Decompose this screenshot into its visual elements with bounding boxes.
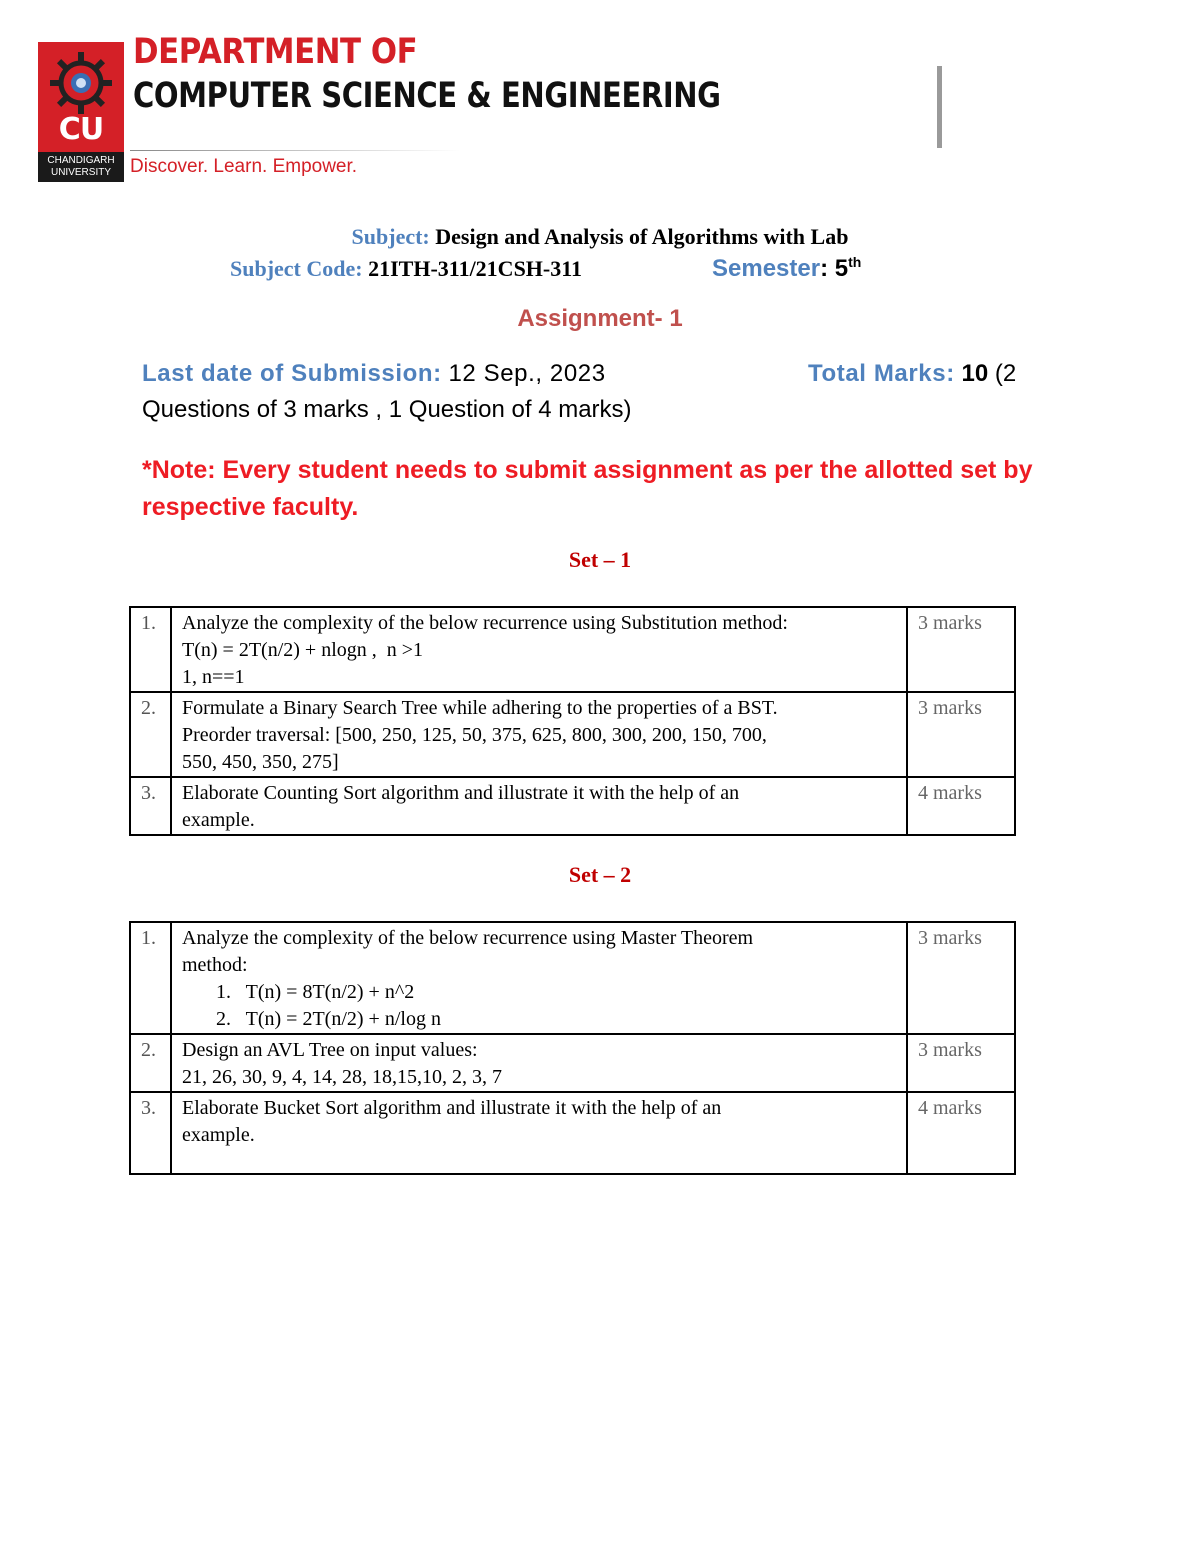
subject-code-value: 21ITH-311/21CSH-311 xyxy=(368,256,583,281)
question-number: 2. xyxy=(130,1034,171,1092)
table-row xyxy=(130,922,1015,1034)
header-vertical-bar xyxy=(937,66,942,148)
question-line: T(n) = 2T(n/2) + nlogn , n >1 xyxy=(182,639,424,661)
question-marks: 3 marks xyxy=(907,692,1015,777)
question-marks: 4 marks xyxy=(907,777,1015,835)
logo-univ-line2: UNIVERSITY xyxy=(50,167,111,178)
question-number: 1. xyxy=(130,922,171,1034)
submission-date: 12 Sep., 2023 xyxy=(448,360,606,387)
question-marks: 3 marks xyxy=(907,607,1015,692)
logo-cu-text: CU xyxy=(58,112,104,147)
question-line: example. xyxy=(182,1124,255,1146)
set-2-table xyxy=(129,921,1016,1175)
question-number: 3. xyxy=(130,1092,171,1174)
question-text xyxy=(171,922,907,1034)
assignment-title: Assignment- 1 xyxy=(517,305,683,332)
set-1-title: Set – 1 xyxy=(568,547,632,572)
marks-detail: Questions of 3 marks , 1 Question of 4 marks) xyxy=(142,396,632,423)
submission-info xyxy=(142,360,1062,424)
question-number: 1. xyxy=(130,607,171,692)
set-1-table xyxy=(129,606,1016,836)
table-row xyxy=(130,777,1015,835)
question-line: Elaborate Bucket Sort algorithm and illustrate it with the help of an xyxy=(182,1097,722,1119)
question-subline: 1. T(n) = 8T(n/2) + n^2 xyxy=(216,981,415,1003)
tagline: Discover. Learn. Empower. xyxy=(130,156,358,177)
question-marks: 3 marks xyxy=(907,922,1015,1034)
question-line: method: xyxy=(182,954,248,976)
semester-value: 5 xyxy=(834,255,849,282)
question-line: Analyze the complexity of the below recurrence using Master Theorem xyxy=(182,927,754,949)
table-row xyxy=(130,1092,1015,1174)
university-logo xyxy=(38,42,124,182)
question-text xyxy=(171,1034,907,1092)
gear-emblem-icon xyxy=(46,48,116,118)
question-line: Analyze the complexity of the below recurrence using Substitution method: xyxy=(182,612,788,634)
total-marks xyxy=(808,360,1016,388)
tagline-divider xyxy=(130,150,460,151)
question-text xyxy=(171,607,907,692)
total-marks-label: Total Marks: xyxy=(808,360,955,387)
table-row xyxy=(130,1034,1015,1092)
department-title-line1: DEPARTMENT OF xyxy=(133,32,418,72)
submission-label: Last date of Submission: xyxy=(142,360,442,387)
logo-university-text xyxy=(38,152,124,182)
total-marks-value: 10 xyxy=(961,360,989,387)
question-subline: 2. T(n) = 2T(n/2) + n/log n xyxy=(216,1008,441,1030)
table-row xyxy=(130,692,1015,777)
question-line: Design an AVL Tree on input values: xyxy=(182,1039,478,1061)
question-text xyxy=(171,1092,907,1174)
department-title-line2: COMPUTER SCIENCE & ENGINEERING xyxy=(133,76,721,116)
subject-code-label: Subject Code: xyxy=(230,256,363,281)
semester-label: Semester xyxy=(712,255,821,282)
question-line: Formulate a Binary Search Tree while adhering to the properties of a BST. xyxy=(182,697,778,719)
question-line: 1, n==1 xyxy=(182,666,245,688)
question-text xyxy=(171,692,907,777)
semester-line: Semester: 5th xyxy=(712,254,862,282)
letterhead xyxy=(38,32,958,183)
note-text: *Note: Every student needs to submit assignment as per the allotted set by respective faculty. xyxy=(142,456,1033,521)
question-line: 21, 26, 30, 9, 4, 14, 28, 18,15,10, 2, 3, 7 xyxy=(182,1066,502,1088)
question-line: Preorder traversal: [500, 250, 125, 50, 375, 625, 800, 300, 200, 150, 700, xyxy=(182,724,767,746)
set-2-title: Set – 2 xyxy=(568,862,632,887)
question-text xyxy=(171,777,907,835)
marks-detail-start: (2 xyxy=(994,360,1017,387)
question-line: Elaborate Counting Sort algorithm and illustrate it with the help of an xyxy=(182,782,740,804)
subject-code-line xyxy=(230,256,582,282)
question-line: 550, 450, 350, 275] xyxy=(182,751,339,773)
question-marks: 3 marks xyxy=(907,1034,1015,1092)
table-row xyxy=(130,607,1015,692)
question-number: 2. xyxy=(130,692,171,777)
semester-suffix: th xyxy=(848,254,862,270)
subject-label: Subject: xyxy=(351,224,430,249)
logo-univ-line1: CHANDIGARH xyxy=(47,155,115,166)
subject-line xyxy=(0,224,1200,250)
subject-value: Design and Analysis of Algorithms with Lab xyxy=(435,224,849,249)
question-line: example. xyxy=(182,809,255,831)
question-number: 3. xyxy=(130,777,171,835)
question-marks: 4 marks xyxy=(907,1092,1015,1174)
